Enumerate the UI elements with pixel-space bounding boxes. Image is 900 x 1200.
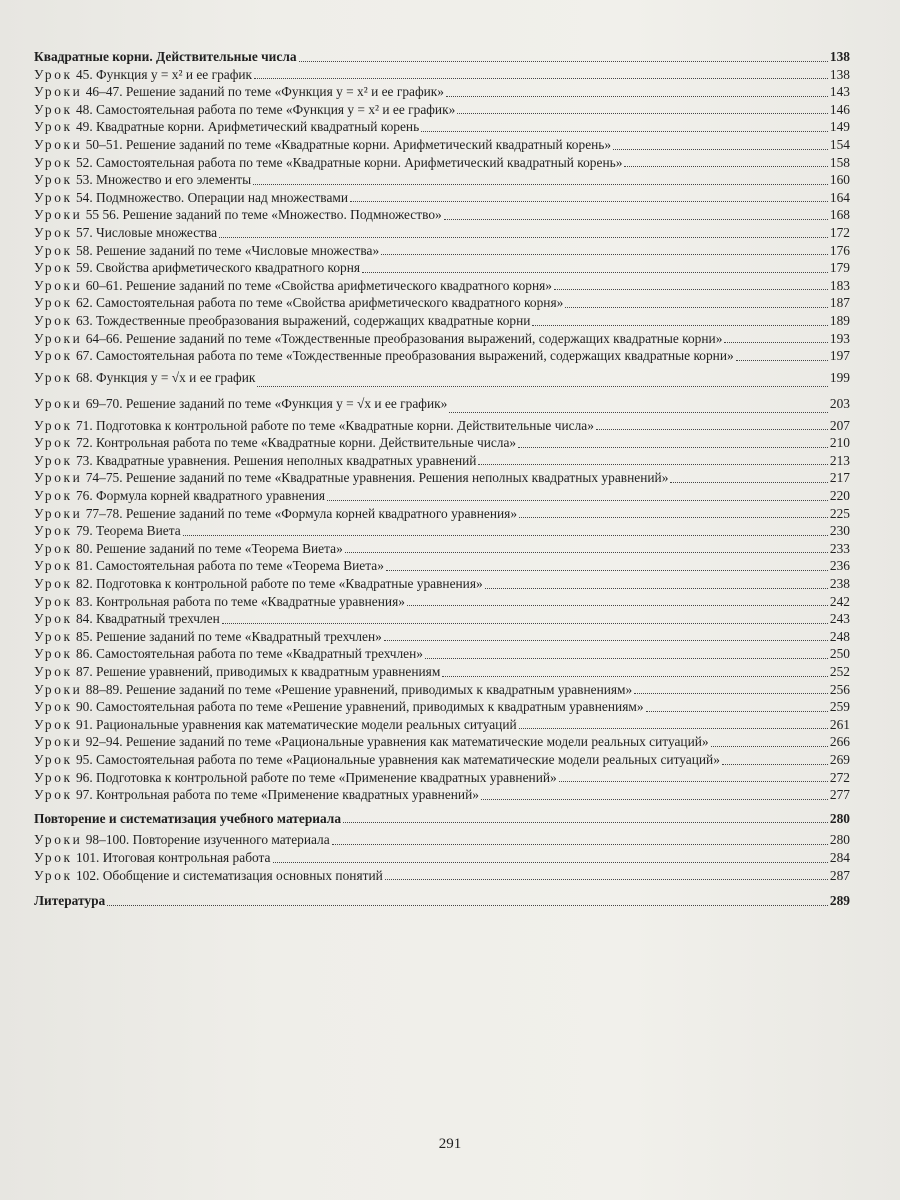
toc-entry [34,469,850,487]
entry-title [34,681,632,699]
toc-section [34,892,850,910]
dot-leader [596,429,828,430]
dot-leader [407,605,828,606]
dot-leader [381,254,828,255]
lesson-text: 76. Формула корней квадратного уравнения [75,488,326,504]
lesson-prefix: Урок [34,295,73,311]
entry-title [34,242,379,260]
lesson-prefix: Урок [34,488,73,504]
entry-title [34,867,383,885]
lesson-text: 80. Решение заданий по теме «Теорема Виета» [75,540,343,556]
lesson-prefix: Урок [34,628,73,644]
entry-title [34,277,552,295]
toc-entry [34,831,850,849]
dot-leader [425,658,828,659]
entry-page: 176 [829,242,850,258]
toc-entry [34,417,850,435]
lesson-text: 50–51. Решение заданий по теме «Квадратные корни. Арифметический квадратный корень» [85,136,612,152]
lesson-prefix: Уроки [34,277,83,293]
toc-entry [34,663,850,681]
dot-leader [327,500,828,501]
entry-page: 172 [829,224,850,240]
lesson-prefix: Урок [34,751,73,767]
toc-entry [34,867,850,885]
lesson-text: 59. Свойства арифметического квадратного корня [75,260,361,276]
entry-page: 193 [829,330,850,346]
entry-title [34,733,709,751]
lesson-text: 74–75. Решение заданий по теме «Квадратные уравнения. Решения неполных квадратных уравнений» [85,470,669,486]
dot-leader [386,570,828,571]
toc-entry [34,522,850,540]
lesson-prefix: Урок [34,242,73,258]
toc-entry [34,83,850,101]
lesson-prefix: Урок [34,119,73,135]
toc-entry [34,575,850,593]
toc-entry [34,189,850,207]
entry-page: 259 [829,699,850,715]
lesson-prefix: Урок [34,849,73,865]
entry-title [34,347,734,365]
toc-entry [34,786,850,804]
entry-title [34,171,251,189]
lesson-text: 57. Числовые множества [75,224,218,240]
entry-title [34,469,668,487]
toc-entry [34,593,850,611]
entry-title [34,505,517,523]
entry-title [34,294,563,312]
entry-title [34,83,444,101]
lesson-text: 53. Множество и его элементы [75,172,252,188]
entry-page: 138 [829,66,850,82]
lesson-text: 82. Подготовка к контрольной работе по теме «Квадратные уравнения» [75,576,483,592]
lesson-prefix: Урок [34,664,73,679]
toc-entry [34,698,850,716]
entry-page: 266 [829,734,850,750]
lesson-prefix: Урок [34,867,73,883]
toc-entry [34,681,850,699]
entry-page: 243 [829,611,850,627]
entry-page: 183 [829,277,850,293]
entry-page: 154 [829,136,850,152]
entry-page: 210 [829,435,850,451]
dot-leader [444,219,828,220]
toc-entry [34,259,850,277]
entry-title [34,645,423,663]
entry-title [34,716,517,734]
entry-page: 187 [829,295,850,311]
toc-entry [34,312,850,330]
lesson-prefix: Урок [34,66,73,82]
entry-page: 256 [829,681,850,697]
entry-page: 225 [829,505,850,521]
lesson-text: 49. Квадратные корни. Арифметический квадратный корень [75,119,420,135]
lesson-prefix: Урок [34,523,73,539]
entry-page: 269 [829,751,850,767]
toc-entry [34,330,850,348]
dot-leader [253,184,828,185]
entry-title [34,849,271,867]
lesson-prefix: Урок [34,172,73,188]
entry-page: 197 [829,348,850,364]
toc-entry [34,347,850,365]
lesson-prefix: Урок [34,224,73,240]
toc-entry [34,101,850,119]
dot-leader [345,552,828,553]
dot-leader [481,799,828,800]
lesson-text: 77–78. Решение заданий по теме «Формула корней квадратного уравнения» [85,505,518,521]
lesson-prefix: Урок [34,154,73,170]
dot-leader [273,862,828,863]
dot-leader [219,237,828,238]
dot-leader [519,728,828,729]
entry-title [34,391,447,417]
entry-page: 158 [829,154,850,170]
entry-page: 160 [829,172,850,188]
dot-leader [624,166,827,167]
dot-leader [736,360,828,361]
lesson-prefix: Урок [34,593,73,609]
lesson-prefix: Уроки [34,207,83,223]
lesson-text: 52. Самостоятельная работа по теме «Квадратные корни. Арифметический квадратный корень» [75,154,623,170]
entry-page: 280 [829,832,850,848]
toc-entry [34,540,850,558]
lesson-text: 83. Контрольная работа по теме «Квадратные уравнения» [75,593,405,609]
lesson-text: 72. Контрольная работа по теме «Квадратные корни. Действительные числа» [75,435,517,451]
lesson-prefix: Урок [34,611,73,627]
toc-entry [34,487,850,505]
entry-page: 272 [829,769,850,785]
entry-title [34,330,722,348]
entry-title [34,663,440,681]
dot-leader [559,781,828,782]
lesson-text: 102. Обобщение и систематизация основных понятий [75,867,383,883]
toc-entry [34,769,850,787]
lesson-text: 81. Самостоятельная работа по теме «Теорема Виета» [75,558,384,574]
lesson-prefix: Урок [34,189,73,205]
toc-entry [34,610,850,628]
toc-entry [34,118,850,136]
lesson-prefix: Уроки [34,734,83,750]
dot-leader [646,711,828,712]
lesson-text: 67. Самостоятельная работа по теме «Тождественные преобразования выражений, содержащих квадратные корни» [75,348,734,364]
toc-entry [34,391,850,417]
entry-title [34,452,476,470]
lesson-prefix: Уроки [34,330,83,346]
entry-title [34,417,594,435]
toc-entry [34,733,850,751]
lesson-text: 69–70. Решение заданий по теме «Функция y = √x и ее график» [85,395,448,411]
entry-title [34,259,360,277]
dot-leader [449,412,828,413]
entry-title [34,610,220,628]
entry-title [34,628,382,646]
lesson-prefix: Уроки [34,136,83,152]
entry-title [34,189,348,207]
entry-page: 242 [829,593,850,609]
lesson-text: 79. Теорема Виета [75,523,181,539]
lesson-prefix: Урок [34,417,73,433]
toc-entry [34,365,850,391]
entry-page: 220 [829,488,850,504]
entry-title [34,136,611,154]
toc-entry [34,171,850,189]
entry-title [34,101,455,119]
entry-title [34,593,405,611]
lesson-text: 86. Самостоятельная работа по теме «Квадратный трехчлен» [75,646,423,662]
entry-page: 238 [829,576,850,592]
entry-title [34,118,419,136]
dot-leader [183,535,828,536]
dot-leader [519,517,828,518]
entry-page: 287 [829,867,850,883]
toc-entry [34,452,850,470]
section-title: Квадратные корни. Действительные числа [34,49,297,64]
lesson-text: 95. Самостоятельная работа по теме «Рациональные уравнения как математические модели реальных ситуаций» [75,751,720,767]
lesson-prefix: Урок [34,312,73,328]
lesson-text: 96. Подготовка к контрольной работе по теме «Применение квадратных уравнений» [75,769,557,785]
lesson-text: 87. Решение уравнений, приводимых к квадратным уравнениям [75,664,441,679]
toc-entry [34,505,850,523]
dot-leader [385,879,828,880]
dot-leader [457,113,828,114]
entry-title [34,769,557,787]
lesson-text: 63. Тождественные преобразования выражений, содержащих квадратные корни [75,312,531,328]
dot-leader [222,623,828,624]
dot-leader [362,272,828,273]
lesson-prefix: Урок [34,699,73,715]
toc-entry [34,206,850,224]
entry-page: 203 [829,395,850,411]
toc-entry [34,294,850,312]
lesson-prefix: Урок [34,101,73,117]
lesson-text: 54. Подмножество. Операции над множествами [75,189,349,205]
lesson-text: 90. Самостоятельная работа по теме «Решение уравнений, приводимых к квадратным уравнениям» [75,699,644,715]
entry-page: 143 [829,84,850,100]
toc-entry [34,242,850,260]
toc-entry [34,628,850,646]
dot-leader [711,746,828,747]
dot-leader [722,764,828,765]
entry-title [34,312,530,330]
lesson-prefix: Уроки [34,505,83,521]
toc-entry [34,849,850,867]
lesson-text: 101. Итоговая контрольная работа [75,849,271,865]
dot-leader [332,844,828,845]
entry-page: 164 [829,189,850,205]
lesson-text: 58. Решение заданий по теме «Числовые множества» [75,242,380,258]
entry-title [34,698,644,716]
entry-page: 248 [829,628,850,644]
dot-leader [532,325,827,326]
dot-leader [724,342,828,343]
entry-page: 217 [829,470,850,486]
entry-title [34,66,252,84]
entry-title [34,751,720,769]
lesson-prefix: Урок [34,716,73,732]
dot-leader [554,289,828,290]
entry-page: 261 [829,716,850,732]
lesson-text: 55 56. Решение заданий по теме «Множество. Подмножество» [85,207,442,223]
lesson-text: 48. Самостоятельная работа по теме «Функция y = x² и ее график» [75,101,456,117]
dot-leader [613,149,828,150]
lesson-prefix: Урок [34,540,73,556]
table-of-contents [34,48,850,910]
lesson-prefix: Урок [34,769,73,785]
entry-title [34,522,181,540]
dot-leader [478,464,827,465]
lesson-text: 46–47. Решение заданий по теме «Функция y = x² и ее график» [85,84,445,100]
entry-page: 233 [829,540,850,556]
entry-page: 284 [829,849,850,865]
lesson-prefix: Урок [34,646,73,662]
dot-leader [565,307,828,308]
toc-entry [34,154,850,172]
lesson-prefix: Урок [34,348,73,364]
entry-page: 277 [829,787,850,803]
entry-page: 138 [829,49,850,64]
lesson-prefix: Урок [34,558,73,574]
toc-entry [34,645,850,663]
entry-title [34,434,516,452]
lesson-text: 64–66. Решение заданий по теме «Тождественные преобразования выражений, содержащих квадратные корни» [85,330,723,346]
toc-entry [34,557,850,575]
entry-page: 179 [829,260,850,276]
lesson-prefix: Урок [34,435,73,451]
entry-page: 168 [829,207,850,223]
dot-leader [518,447,828,448]
toc-entry [34,751,850,769]
dot-leader [107,905,828,906]
lesson-text: 73. Квадратные уравнения. Решения неполных квадратных уравнений [75,452,477,468]
dot-leader [446,96,828,97]
toc-entry [34,136,850,154]
dot-leader [254,78,828,79]
entry-page: 250 [829,646,850,662]
entry-page: 252 [829,664,850,679]
lesson-prefix: Урок [34,787,73,803]
lesson-text: 85. Решение заданий по теме «Квадратный трехчлен» [75,628,382,644]
lesson-prefix: Уроки [34,84,83,100]
entry-page: 230 [829,523,850,539]
section-title: Повторение и систематизация учебного материала [34,810,342,826]
entry-page: 146 [829,101,850,117]
entry-page: 199 [829,369,850,385]
entry-page: 149 [829,119,850,135]
entry-title [34,206,442,224]
toc-entry [34,434,850,452]
lesson-text: 62. Самостоятельная работа по теме «Свойства арифметического квадратного корня» [75,295,564,311]
entry-page: 207 [829,417,850,433]
toc-section [34,48,850,66]
lesson-text: 92–94. Решение заданий по теме «Рациональные уравнения как математические модели реальных ситуаций» [85,734,709,750]
entry-page: 189 [829,312,850,328]
toc-entry [34,277,850,295]
section-title: Литература [34,893,106,909]
entry-title [34,575,483,593]
entry-page: 213 [829,452,850,468]
toc-entry [34,716,850,734]
lesson-prefix: Уроки [34,470,83,486]
lesson-text: 84. Квадратный трехчлен [75,611,220,627]
lesson-text: 97. Контрольная работа по теме «Применение квадратных уравнений» [75,787,479,803]
lesson-text: 45. Функция y = x² и ее график [75,66,253,82]
lesson-prefix: Урок [34,576,73,592]
entry-title [34,365,255,391]
dot-leader [257,386,828,387]
toc-entry [34,66,850,84]
dot-leader [343,822,828,823]
entry-title [34,540,343,558]
lesson-text: 68. Функция y = √x и ее график [75,369,256,385]
dot-leader [384,640,828,641]
lesson-prefix: Урок [34,369,73,385]
toc-section [34,810,850,828]
dot-leader [442,676,828,677]
lesson-prefix: Уроки [34,395,83,411]
dot-leader [670,482,828,483]
dot-leader [421,131,828,132]
lesson-text: 60–61. Решение заданий по теме «Свойства арифметического квадратного корня» [85,277,552,293]
lesson-text: 71. Подготовка к контрольной работе по теме «Квадратные корни. Действительные числа» [75,417,594,433]
entry-page: 289 [829,893,850,909]
entry-title [34,786,479,804]
dot-leader [350,201,828,202]
lesson-prefix: Урок [34,452,73,468]
toc-entry [34,224,850,242]
entry-title [34,831,330,849]
dot-leader [485,588,828,589]
page-number: 291 [438,1136,462,1152]
lesson-prefix: Уроки [34,832,83,848]
lesson-prefix: Урок [34,260,73,276]
lesson-text: 88–89. Решение заданий по теме «Решение уравнений, приводимых к квадратным уравнениям» [85,681,633,697]
entry-page: 280 [829,810,850,826]
entry-title [34,224,217,242]
entry-title [34,487,325,505]
entry-title [34,557,384,575]
entry-title [34,154,622,172]
entry-page: 236 [829,558,850,574]
lesson-text: 98–100. Повторение изученного материала [85,832,330,848]
dot-leader [634,693,828,694]
dot-leader [299,61,828,62]
lesson-prefix: Уроки [34,681,83,697]
lesson-text: 91. Рациональные уравнения как математические модели реальных ситуаций [75,716,517,732]
